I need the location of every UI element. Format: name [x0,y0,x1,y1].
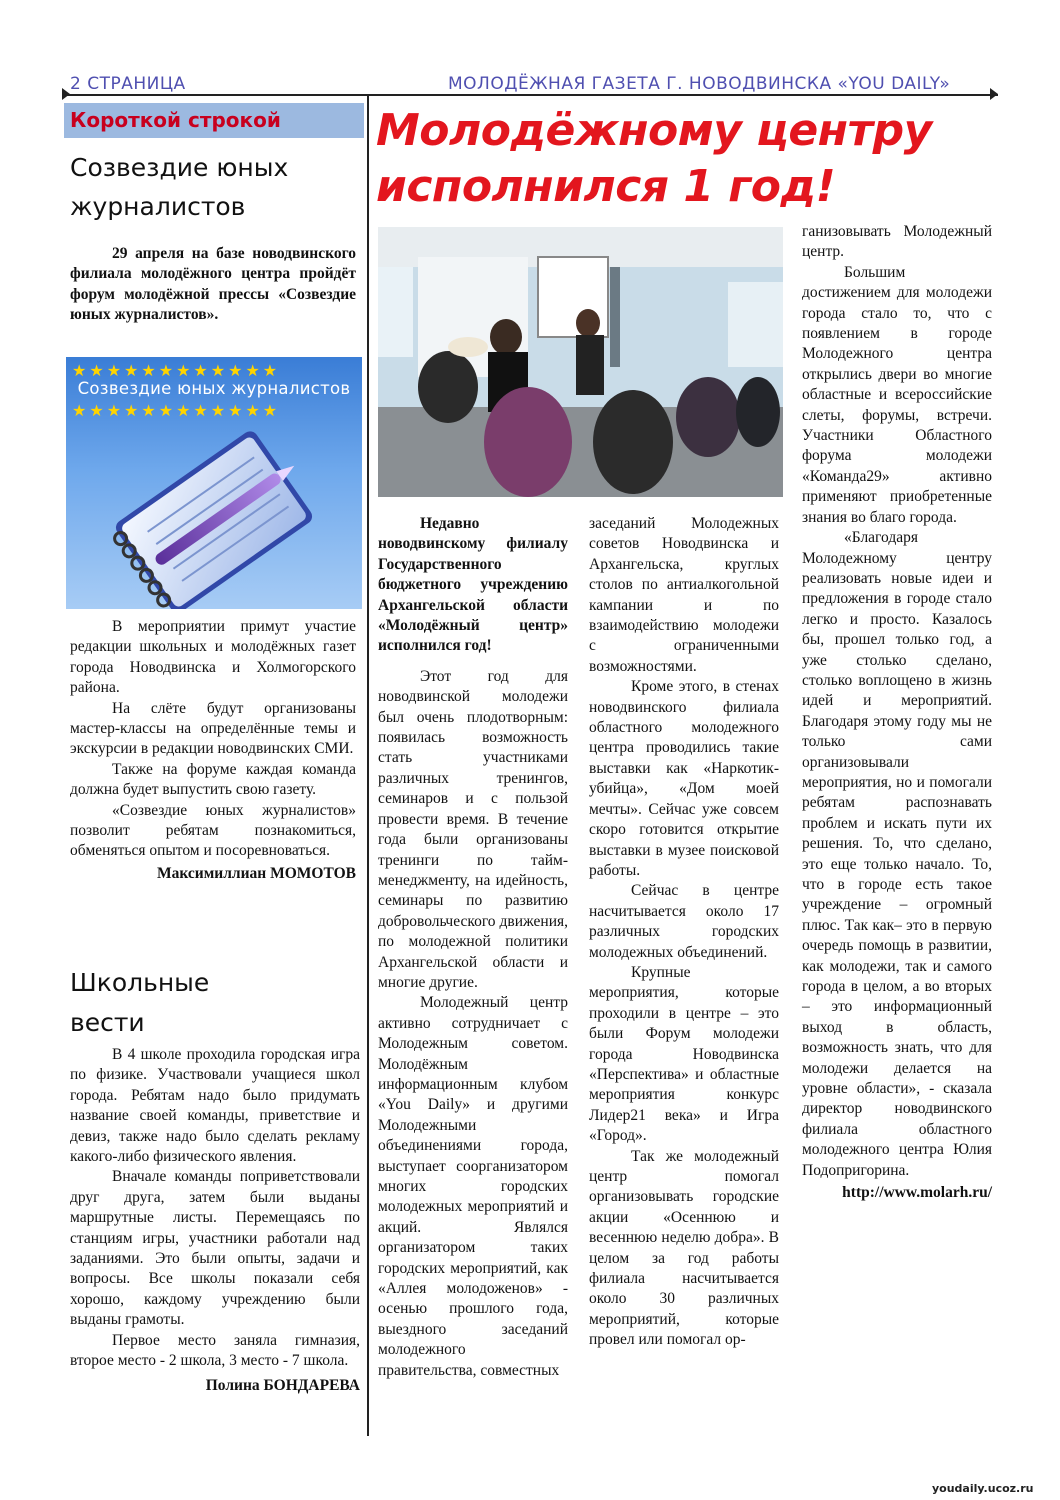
article1-paragraph: Также на форуме каждая команда должна будет выпустить свою газету. [70,760,356,799]
article2-paragraph: Вначале команды поприветствовали друг друга, затем были выданы маршрутные листы. Перемещаясь по станциям игры, участники работали над заданиями. Это были опыты, задачи и вопросы. Все школы показали себя хорошо, каждому учреждению были выданы грамоты. [70,1168,360,1329]
site-url[interactable]: youdaily.ucoz.ru [932,1482,1034,1495]
newspaper-name: МОЛОДЁЖНАЯ ГАЗЕТА Г. НОВОДВИНСКА «YOU DAILY» [448,74,951,94]
main-paragraph: Молодежный центр активно сотрудничает с Молодежным советом. Молодёжным информационным клубом «You Daily» и другими Молодежными объединениями города, выступает соорганизатором многих городских молодежных мероприятий и акций. Являлся организатором таких городских мероприятий, как «Аллея молодоженов» - осенью прошлого года, выездного заседаний молодежного правительства, совместных [378,994,568,1379]
main-article-title [376,103,996,215]
main-paragraph: Этот год для новодвинской молодежи был очень плодотворным: появилась возможность стать участниками различных тренингов, семинаров и с пользой провести время. В течение года были организованы тренинги по тайм-менеджменту, на идейность, семинары по развитию добровольческого движения, по молодежной политики Архангельской области и многие другие. [378,667,568,991]
notebook-pen-icon [66,357,362,609]
article2-paragraph: Первое место заняла гимназия, второе место - 2 школа, 3 место - 7 школа. [70,1331,360,1370]
article1-paragraph: «Созвездие юных журналистов» позволит ребятам познакомиться, обменяться опытом и посоревноваться. [70,801,356,860]
header-rule [62,94,998,96]
page-number-label: 2 СТРАНИЦА [70,74,186,94]
rule-arrow-left [62,88,70,100]
article1-title-line2: журналистов [70,192,246,221]
article1-paragraph: В мероприятии примут участие редакции школьных и молодёжных газет города Новодвинска и Холмогорского района. [70,618,356,697]
star-row-icon: ★★★★★★★★★★★★ [72,363,281,380]
event-photo [378,227,783,497]
article2-title-line1: Школьные [70,968,210,997]
star-row-icon: ★★★★★★★★★★★★ [72,403,281,420]
main-paragraph: Так же молодежный центр помогал организовывать городские акции «Осеннюю и весеннюю неделю добра». В целом за год работы филиала насчитывается около 30 различных мероприятий, которые провел или помогал ор- [589,1147,779,1349]
main-paragraph: Крупные мероприятия, которые проходили в центре – это были Форум молодежи города Новодвинска «Перспектива» и областные мероприятия конкурс Лидер21 века» и Игра «Город». [589,963,779,1145]
main-column-3 [802,222,992,1204]
article1-title-line1: Созвездие юных [70,153,289,182]
article1-lead-text: 29 апреля на базе новодвинского филиала молодёжного центра пройдёт форум молодёжной прессы «Созвездие юных журналистов». [70,245,356,324]
main-paragraph: Сейчас в центре насчитывается около 17 различных городских молодежных объединений. [589,882,779,961]
logo-text: Созвездие юных журналистов [77,379,351,398]
main-title-line1: Молодёжному центру [376,105,932,156]
main-column-2 [589,514,779,1351]
article1-author: Максимиллиан МОМОТОВ [156,864,356,882]
article1-lead [70,244,356,326]
column-divider [367,96,369,1436]
main-paragraph: ганизовывать Молодежный центр. [802,223,992,261]
main-paragraph: «Благодаря Молодежному центру реализовать новые идеи и предложения в городе стало легко и просто. Казалось бы, прошел только год, а уже столько сделано, столько воплощено в жизнь идей и мероприятий. Благодаря этому году мы не только сами организовывали мероприятия, но и помогали ребятам распознавать проблем и искать пути их решения. То, что сделано, это еще только начало. То, что в городе есть такое учреждение – огромный плюс. Так как– это в первую очередь помощь в развитии, как молодежи, так и самого города в целом, а во вторых – это информационный выход в область, возможность знать, что для молодежи делается на уровне области», - сказала директор новодвинского филиала областного молодежного центра Юлия Подопригорина. [802,529,992,1179]
main-lead: Недавно новодвинскому филиалу Государственного бюджетного учреждению Архангельской области «Молодёжный центр» исполнился год! [378,515,568,655]
article2-paragraph: В 4 школе проходила городская игра по физике. Участвовали учащиеся школ города. Ребятам надо было придумать название своей команды, приветствие и девиз, также надо было сделать рекламу какого-либо физического явления. [70,1046,360,1166]
main-title-line2: исполнился 1 год! [376,161,836,212]
forum-logo [66,357,362,609]
article1-paragraph: На слёте будут организованы мастер-классы на определённые темы и экскурсии в редакции новодвинских СМИ. [70,699,356,758]
source-link[interactable]: http://www.molarh.ru/ [842,1184,992,1202]
rule-arrow-right [990,88,998,100]
article2-author: Полина БОНДАРЕВА [205,1376,360,1394]
article1-body [70,617,356,884]
main-paragraph: Кроме этого, в стенах новодвинского филиала областного молодежного центра проводились такие выставки как «Наркотик-убийца», «Дом моей мечты». Сейчас уже совсем скоро готовится открытие выставки в музее поисковой работы. [589,678,779,879]
main-paragraph: Большим достижением для молодежи города стало то, что с появлением в городе Молодежного центра открылись двери во многие областные и всероссийские слеты, форумы, встречи. Участники Областного форума молодежи «Команда29» активно применяют приобретенные знания во благо города. [802,263,992,526]
article2-title [70,963,209,1043]
article1-title [70,150,288,225]
article2-body [70,1045,360,1396]
article2-title-line2: вести [70,1008,145,1037]
main-paragraph: заседаний Молодежных советов Новодвинска и Архангельска, круглых столов по антиалкогольной кампании и по взаимодействию молодежи с ограниченными возможностями. [589,515,779,675]
main-column-1 [378,514,568,1381]
section-tag: Короткой строкой [64,103,364,138]
